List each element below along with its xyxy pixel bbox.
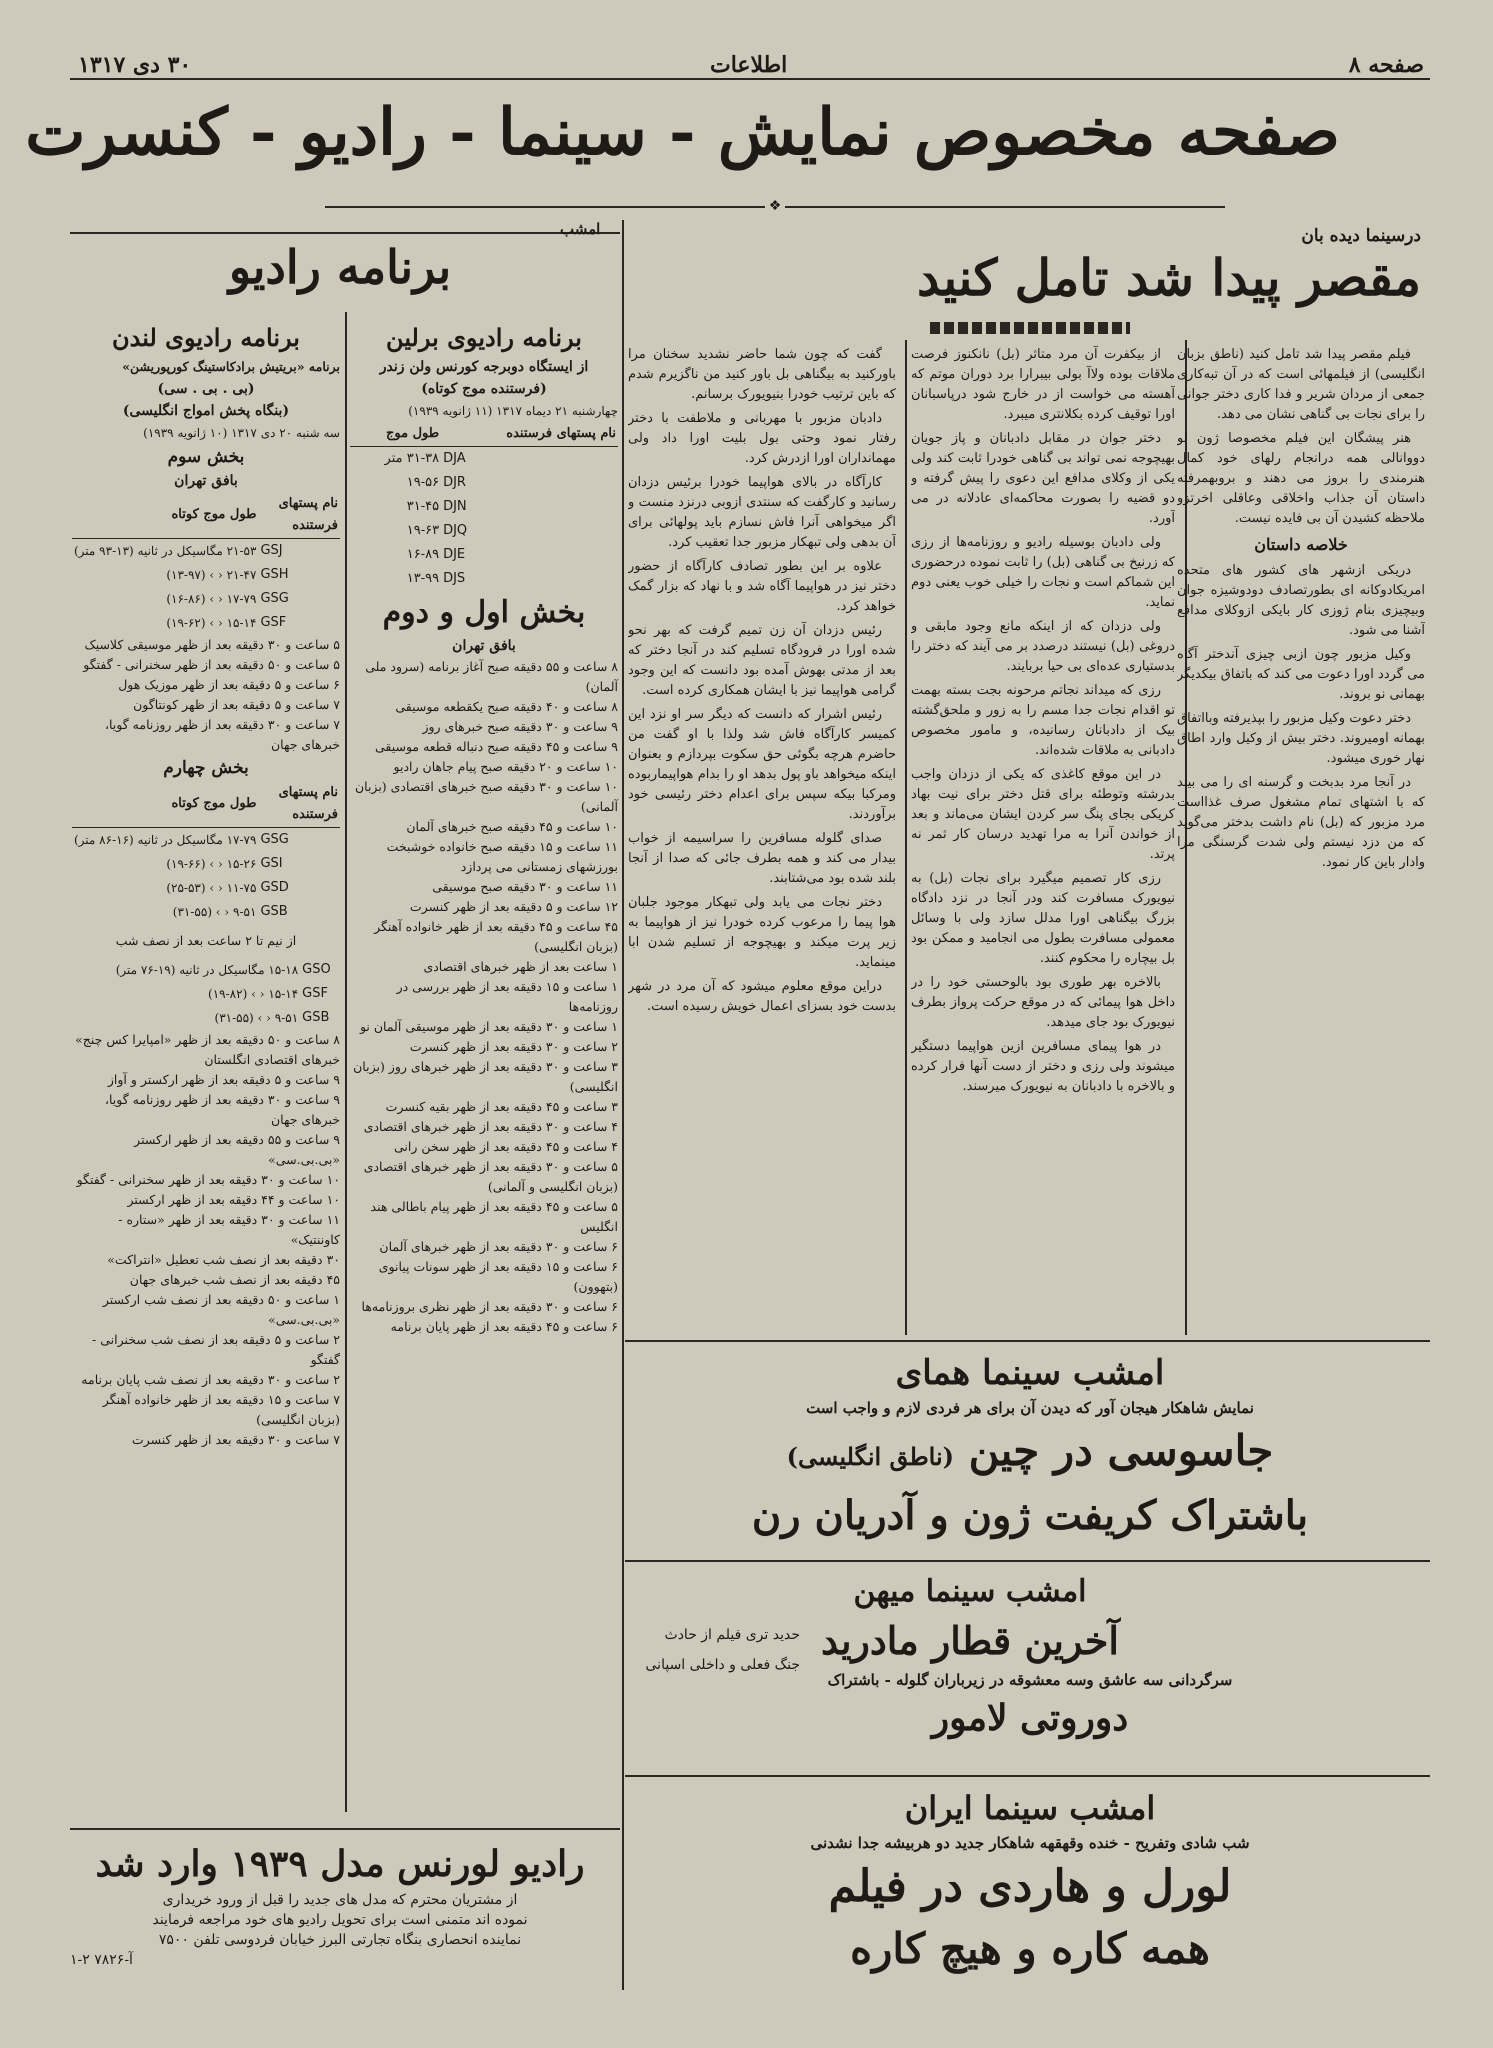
column-divider-article-2 <box>905 340 907 1335</box>
schedule-item: ۸ ساعت و ۵۵ دقیقه صبح آغاز برنامه (سرود ملی آلمان) <box>365 659 618 694</box>
table-row <box>72 958 340 982</box>
berlin-sub-2: (فرستنده موج کوتاه) <box>421 381 547 397</box>
article-paragraph: علاوه بر این بطور تصادف کارآگاه از حضور دختر نیز در هواپیما آگاه شد و با نهاد که بزار گمک خواهد کرد. <box>628 559 896 614</box>
schedule-item: ۷ ساعت و ۳۰ دقیقه بعد از ظهر کنسرت <box>131 1432 340 1447</box>
table-row <box>72 611 340 635</box>
ad-mihan-note-1: حدید تری فیلم از حادث <box>664 1627 800 1643</box>
schedule-item: ۱ ساعت و ۵۰ دقیقه بعد از نصف شب ارکستر «بی.بی.سی» <box>102 1292 340 1327</box>
schedule-item: ۵ ساعت و ۵۰ دقیقه بعد از ظهر سخنرانی - گفتگو <box>83 657 340 672</box>
ad-mihan-film: آخرین قطار مادرید <box>821 1618 1119 1663</box>
london-sub-3: (بنگاه پخش امواج انگلیسی) <box>122 403 290 419</box>
article-paragraph: کارآگاه در بالای هواپیما خودرا برئیس دزدان رسانید و کارگفت که سنتدی ازوبی درنزد منست و اگر میخواهی آنرا فاش نسازم باید پولهائی برای آن بدهی ولی تبهکار مزبور جدا تعقیب کرد. <box>628 475 896 550</box>
station-code: DJQ <box>443 523 468 538</box>
station-code: DJS <box>443 571 466 586</box>
ad-homa-cast: باشتراک کریفت ژون و آدریان رن <box>751 1492 1309 1539</box>
radio-section-title: برنامه رادیو <box>228 240 452 294</box>
table-row <box>350 519 618 543</box>
ad-cinema-mihan <box>630 1570 1430 1770</box>
article-paragraph: فیلم مقصر پیدا شد تامل کنید (ناطق بزبان انگلیسی) از فیلمهائی است که در آن تبه‌کاری جمعی از مردان شریر و فدا کاری دختر جوانی را برای نجات بی گناهی نشان می دهد. <box>1177 347 1425 422</box>
berlin-stations-table <box>350 422 618 591</box>
berlin-schedule <box>350 657 618 1337</box>
london-title: برنامه رادیوی لندن <box>112 323 300 352</box>
station-code: DJN <box>443 499 467 514</box>
ad-homa-title: امشب سینما همای <box>895 1353 1165 1393</box>
article-paragraph: دراین موقع معلوم میشود که آن مرد در شهر بدست خود بسزای اعمال خویش رسیده است. <box>628 979 896 1014</box>
wave-unit: متر <box>384 451 403 466</box>
station-wave: ۱۹-۵۶ <box>406 475 440 490</box>
station-code: GSF <box>302 986 328 1001</box>
berlin-section-title: بخش اول و دوم <box>382 595 586 630</box>
schedule-item: ۶ ساعت و ۴۵ دقیقه بعد از ظهر پایان برنامه <box>390 1319 618 1334</box>
article-kicker: درسینما دیده بان <box>1301 226 1421 246</box>
page-number: صفحه ۸ <box>1348 52 1424 78</box>
schedule-item: ۳ ساعت و ۳۰ دقیقه بعد از ظهر خبرهای روز (بزبان انگلیسی) <box>353 1059 618 1094</box>
london-stations-table-4 <box>72 781 340 924</box>
column-header-wave: طول موج کوتاه <box>72 492 258 539</box>
ad-homa-film <box>630 1420 1430 1488</box>
column-divider-main <box>622 220 624 1990</box>
schedule-item: ۷ ساعت و ۳۰ دقیقه بعد از ظهر روزنامه گویا، خبرهای جهان <box>104 717 340 752</box>
radio-top-rule <box>70 232 620 234</box>
article-paragraph: ولی دزدان که از اینکه مانع وجود مابقی و دروغی (بل) نیستند درصدد بر می آیند که دختر را بدستیاری عده‌ای بی حیا بربایند. <box>911 619 1175 674</box>
schedule-item: ۶ ساعت و ۵ دقیقه بعد از ظهر موزیک هول <box>118 677 340 692</box>
schedule-item: ۵ ساعت و ۳۰ دقیقه بعد از ظهر خبرهای اقتصادی (بزبان انگلیسی و آلمانی) <box>363 1159 618 1194</box>
table-header-row <box>350 422 618 447</box>
article-paragraph: ولی دادبان بوسیله رادیو و روزنامه‌ها از رزی که زرنیخ بی گناهی (بل) را ثابت نموده درحضوری این شماکم است و نجات را خیلی خوب یعنی دوم نماید. <box>911 535 1175 610</box>
station-wave: ۱۷-۷۹ مگاسیکل در ثانیه (۱۶-۸۶ متر) <box>74 833 257 847</box>
london-stations-table-5 <box>72 958 340 1030</box>
station-code: DJA <box>443 451 466 466</box>
station-wave: ۱۵-۲۶ ‹ › (۱۹-۶۶) <box>166 857 257 871</box>
article-paragraph: دختر نجات می یابد ولی تبهکار موجود جلبان هوا پیما را مرعوب کرده خودرا نیز از هواپیما به زیر پرت میکند و بهیچوجه از تسلیم شدن ابا مینماید. <box>628 895 896 970</box>
paper-name: اطلاعات <box>710 52 788 78</box>
schedule-item: ۱ ساعت بعد از ظهر خبرهای اقتصادی <box>423 959 618 974</box>
station-code: GSB <box>260 904 288 919</box>
schedule-item: ۶ ساعت و ۳۰ دقیقه بعد از ظهر خبرهای آلمان <box>379 1239 618 1254</box>
ad-lorenz-text-1: از مشتریان محترم که مدل های جدید را قبل از ورود خریداری <box>162 1892 518 1908</box>
berlin-date: چهارشنبه ۲۱ دیماه ۱۳۱۷ (۱۱ ژانویه ۱۹۳۹) <box>408 404 618 418</box>
article-bottom-rule <box>625 1340 1430 1342</box>
ad-lorenz-radio <box>70 1838 610 1968</box>
station-code: GSD <box>260 880 289 895</box>
ad-divider-1 <box>625 1560 1430 1562</box>
table-row <box>72 852 340 876</box>
table-row <box>350 567 618 591</box>
london-column <box>72 320 340 1820</box>
schedule-item: ۹ ساعت و ۴۵ دقیقه صبح دنباله قطعه موسیقی <box>374 739 618 754</box>
station-code: GSO <box>302 962 331 977</box>
ad-homa-film-title: جاسوسی در چین <box>968 1426 1274 1475</box>
schedule-item: ۹ ساعت و ۵۵ دقیقه بعد از ظهر ارکستر «بی.بی.سی» <box>134 1132 340 1167</box>
station-code: GSH <box>260 567 289 582</box>
schedule-item: ۳۰ دقیقه بعد از نصف شب تعطیل «انتراکت» <box>107 1252 340 1267</box>
article-paragraph: دختر دعوت وکیل مزبور را بپذیرفته وبااتفاق بهمانه اومیروند. دختر بیش از وکیل وارد اطاق نهار خوری میشود. <box>1177 711 1425 766</box>
schedule-item: ۷ ساعت و ۵ دقیقه بعد از ظهر کونتاگون <box>133 697 340 712</box>
ad-lorenz-code: آ-۷۸۲۶ ۲-۱ <box>70 1952 133 1968</box>
london-date: سه شنبه ۲۰ دی ۱۳۱۷ (۱۰ ژانویه ۱۹۳۹) <box>143 426 340 440</box>
article-paragraph: رزی که میداند نجاتم مرحونه بجت بسته بهمت تو اقدام نجات جدا مسم را به زور و ملحق‌گشته بیک از دادبانان رسانیده، و مامور مخصوص دادبانی به ملاقات شده‌اند. <box>911 683 1175 758</box>
london-sub-1: برنامه «بریتیش برادکاستینگ کورپوریشن» <box>122 359 340 374</box>
london-sub-2: (بی . بی . سی) <box>157 381 255 397</box>
table-row <box>72 982 340 1006</box>
schedule-item: ۳ ساعت و ۴۵ دقیقه بعد از ظهر بقیه کنسرت <box>385 1099 618 1114</box>
column-divider-radio <box>345 312 347 1812</box>
column-header-wave: طول موج کوتاه <box>72 781 258 828</box>
summary-heading: خلاصه داستان <box>1254 535 1348 554</box>
article-column-3 <box>628 345 896 1335</box>
radio-tonight-label: امشب <box>560 220 601 238</box>
radio-bottom-rule <box>70 1828 620 1830</box>
article-paragraph: هنر پیشگان این فیلم مخصوصا ژون لو دووانالی همه درانجام رلهای خود کمال هنرمندی را بروز می دهند و بروبهمرفته داستان آن جذاب واخلاقی وعاقلی اخرتزو ملاحظه کشیدن آن بی فایده نیست. <box>1177 431 1425 526</box>
london-schedule-3 <box>72 635 340 755</box>
table-row <box>72 1006 340 1030</box>
berlin-title: برنامه رادیوی برلین <box>386 323 582 352</box>
article-paragraph: دختر جوان در مقابل دادبانان و پاز جویان بهیچوجه نمی تواند بی گناهی خودرا ثابت کند ولی یکی از وکلای مدافع این دعوی را پیش گرفته و دو قضیه را بصورت محاکمه‌ای عادلانه در می آورد. <box>911 431 1175 526</box>
ad-homa-line: نمایش شاهکار هیجان آور که دیدن آن برای هر فردی لازم و واجب است <box>806 1399 1254 1417</box>
station-wave: ۱۵-۱۴ ‹ › (۱۹-۶۲) <box>166 616 257 630</box>
table-header-row <box>72 492 340 539</box>
article-paragraph: صدای گلوله مسافرین را سراسیمه از خواب بیدار می کند و همه بطرف جائی که صدا از آنجا بلند شده بود می‌شتابند. <box>628 831 896 886</box>
schedule-item: ۱۰ ساعت و ۲۰ دقیقه صبح پیام جاهان رادیو <box>393 759 618 774</box>
schedule-item: ۵ ساعت و ۴۵ دقیقه بعد از ظهر پیام باطالی هند انگلیس <box>370 1199 618 1234</box>
station-wave: ۱۳-۹۹ <box>406 571 440 586</box>
schedule-item: ۱۱ ساعت و ۱۵ دقیقه صبح خانواده خوشبخت بورزشهای زمستانی می پردازد <box>386 839 618 874</box>
ad-iran-line: شب شادی وتفریح - خنده وقهقهه شاهکار جدید دو هربیشه جدا نشدنی <box>810 1834 1250 1852</box>
station-wave: ۱۵-۱۸ مگاسیکل در ثانیه (۱۹-۷۶ متر) <box>115 963 299 977</box>
station-wave: ۱۱-۷۵ ‹ › (۲۵-۵۳) <box>166 881 257 895</box>
table-row <box>72 828 340 853</box>
table-row <box>350 447 618 472</box>
article-paragraph: وکیل مزبور چون ازبی چیزی آندختر آگاه می گردد اورا دعوت می کند که باتفاق بیکدیگر بهمانی نو بروند. <box>1177 647 1425 702</box>
page-header <box>70 48 1430 80</box>
ad-lorenz-title: رادیو لورنس مدل ۱۹۳۹ وارد شد <box>95 1843 585 1885</box>
ad-lorenz-text-2: نموده اند متمنی است برای تحویل رادیو های خود مراجعه فرمایند <box>152 1912 528 1928</box>
station-code: GSJ <box>260 543 283 558</box>
article-paragraph: رئیس دزدان آن زن تمیم گرفت که بهر نحو شده اورا در فرودگاه تسلیم کند در آنجا دختر که بعد از مدتی بهوش آمده بود دانست که این وجود گرامی هواپیما نیز با ایشان همکاری کرده است. <box>628 623 896 698</box>
table-row <box>72 900 340 924</box>
station-code: GSI <box>260 856 283 871</box>
column-header-station: نام پستهای فرستنده <box>441 422 618 447</box>
berlin-region: بافق تهران <box>452 638 516 654</box>
ad-mihan-notes <box>630 1620 800 1680</box>
schedule-item: ۱ ساعت و ۳۰ دقیقه بعد از ظهر موسیقی آلمان نو <box>359 1019 618 1034</box>
issue-date: ۳۰ دی ۱۳۱۷ <box>78 52 192 78</box>
ad-mihan-line: سرگردانی سه عاشق وسه معشوقه در زیرباران گلوله - باشتراک <box>827 1671 1233 1689</box>
ornament-icon: ❖ <box>765 198 785 214</box>
table-row <box>72 563 340 587</box>
article-paragraph: رئیس اشرار که دانست که دیگر سر او نزد این کمیسر کارآگاه فاش شد ولذا با او گفت من حاضرم هرچه بگوئی حق سکوت بپردازم و بعنوان اینکه میخواهد باو پول بدهد او را بدام هواپیماربوده ومرکبا بیکه سپس برای اعدام دختر رئیسی خود برآوردند. <box>628 707 896 822</box>
column-header-station: نام پستهای فرستنده <box>258 492 340 539</box>
schedule-item: ۲ ساعت و ۳۰ دقیقه بعد از نصف شب پایان برنامه <box>81 1372 340 1387</box>
ad-divider-2 <box>625 1775 1430 1777</box>
schedule-item: ۴ ساعت و ۴۵ دقیقه بعد از ظهر سخن رانی <box>394 1139 618 1154</box>
schedule-item: ۱۱ ساعت و ۳۰ دقیقه صبح موسیقی <box>432 879 618 894</box>
article-paragraph: بالاخره بهر طوری بود بالوحستی خود را در داخل هوا پیمائی که در موقع حرکت پرواز بطرف نیویورک بود جای میدهد. <box>911 975 1175 1030</box>
headline-underline <box>930 322 1130 334</box>
schedule-item: ۴۵ ساعت و ۴۵ دقیقه بعد از ظهر خانواده آهنگر (بزبان انگلیسی) <box>374 919 618 954</box>
station-wave: ۱۹-۶۳ <box>406 523 440 538</box>
schedule-item: ۱۰ ساعت و ۴۴ دقیقه بعد از ظهر ارکستر <box>127 1192 340 1207</box>
station-code: GSG <box>260 832 289 847</box>
section-banner: صفحه مخصوص نمایش - سینما - رادیو - کنسرت <box>25 95 1340 170</box>
station-code: DJR <box>443 475 466 490</box>
article-paragraph: در آنجا مرد بدبخت و گرسنه ای را می بیند که با اشتهای تمام مشغول صرف غذااست مرد مزبور که (بل) نام داشت بدختر می‌گوید که من دزد نیستم ولی شدت گرسنگی مرا وادار باین کار نمود. <box>1177 775 1425 870</box>
schedule-item: ۸ ساعت و ۴۰ دقیقه صبح یکقطعه موسیقی <box>395 699 618 714</box>
table-header-row <box>72 781 340 828</box>
schedule-item: ۹ ساعت و ۳۰ دقیقه صبح خبرهای روز <box>422 719 618 734</box>
ad-cinema-homa <box>630 1350 1430 1555</box>
station-wave <box>350 447 441 472</box>
article-column-2 <box>911 345 1175 1335</box>
schedule-item: ۶ ساعت و ۱۵ دقیقه بعد از ظهر سونات پیانوی (بتهوون) <box>378 1259 618 1294</box>
ad-lorenz-text-3: نماینده انحصاری بنگاه تجارتی البرز خیابان فردوسی تلفن ۷۵۰۰ <box>158 1932 522 1948</box>
station-code: DJE <box>443 547 466 562</box>
article-paragraph: دادبان مزبور با مهربانی و ملاطفت با دختر رفتار نمود وحتی بول بلیت اورا داد ولی مهمانداران اورا ازدرش کرد. <box>628 411 896 466</box>
schedule-item: ۴۵ دقیقه بعد از نصف شب خبرهای جهان <box>129 1272 340 1287</box>
article-column-1 <box>1177 345 1425 1335</box>
station-code: GSB <box>302 1010 330 1025</box>
station-code: GSF <box>260 615 287 630</box>
station-wave: ۳۱-۴۵ <box>406 499 440 514</box>
ad-cinema-iran <box>630 1785 1430 1995</box>
schedule-item: ۲ ساعت و ۳۰ دقیقه بعد از ظهر کنسرت <box>409 1039 618 1054</box>
table-row <box>350 495 618 519</box>
column-header-wave: طول موج <box>350 422 441 447</box>
article-paragraph: در این موقع کاغذی که یکی از دزدان واجب بدرشته وتوطئه برای قتل دختر برای نیت بهاد کریکی بجای پنگ سر کردن ایشان می‌ماند و بعد از خواندن آنرا به مرا تهدید درسان کار ثمر نه پرتد. <box>911 767 1175 862</box>
table-row <box>72 587 340 611</box>
article-headline: مقصر پیدا شد تامل کنید <box>917 248 1421 307</box>
table-row <box>350 543 618 567</box>
ornament-rule <box>325 200 1225 214</box>
schedule-item: ۱۰ ساعت و ۳۰ دقیقه بعد از ظهر سخنرانی - گفتگو <box>76 1172 340 1187</box>
schedule-item: ۱۰ ساعت و ۳۰ دقیقه صبح خبرهای اقتصادی (بزبان آلمانی) <box>354 779 618 814</box>
ad-iran-title: امشب سینما ایران <box>904 1789 1156 1827</box>
schedule-item: ۹ ساعت و ۵ دقیقه بعد از ظهر ارکستر و آواز <box>107 1072 340 1087</box>
schedule-item: ۶ ساعت و ۳۰ دقیقه بعد از ظهر نظری بروزنامه‌ها <box>361 1299 618 1314</box>
london-section-3: بخش سوم <box>167 447 245 467</box>
column-header-station: نام پستهای فرستنده <box>258 781 340 828</box>
table-row <box>72 539 340 564</box>
table-row <box>72 876 340 900</box>
schedule-item: ۵ ساعت و ۳۰ دقیقه بعد از ظهر موسیقی کلاسیک <box>84 637 340 652</box>
ad-iran-film: لورل و هاردی در فیلم <box>828 1861 1232 1912</box>
schedule-item: ۱۱ ساعت و ۳۰ دقیقه بعد از ظهر «ستاره - کاوننتیک» <box>118 1212 340 1247</box>
article-paragraph: دریکی ازشهر های کشور های متحده امریکادوکانه ای بطورتصادف دودوشیزه جوان وبیچیزی بنام ژوزی کار بایکی ازوکلای مدافع آشنا می شود. <box>1177 563 1425 638</box>
article-paragraph: رزی کار تصمیم میگیرد برای نجات (بل) به نیویورک مسافرت کند ودر آنجا در نزد دادگاه بزرگ بیگناهی اورا مدلل سازد ولی با وسائل معمولی مسافرت بطول می انجامید و ممکن بود بل بیچاره را محکوم کنند. <box>911 871 1175 966</box>
london-region: بافق تهران <box>174 473 238 489</box>
schedule-item: ۱ ساعت و ۱۵ دقیقه بعد از ظهر بررسی در روزنامه‌ها <box>396 979 618 1014</box>
london-note: از نیم تا ۲ ساعت بعد از نصف شب <box>115 933 297 948</box>
ad-mihan-title: امشب سینما میهن <box>853 1574 1087 1609</box>
station-wave: ۹-۵۱ ‹ › (۳۱-۵۵) <box>172 905 257 919</box>
schedule-item: ۹ ساعت و ۳۰ دقیقه بعد از ظهر روزنامه گویا، خبرهای جهان <box>104 1092 340 1127</box>
ad-iran-film-2: همه کاره و هیچ کاره <box>850 1924 1210 1973</box>
london-schedule-4 <box>72 1030 340 1450</box>
schedule-item: ۱۰ ساعت و ۴۵ دقیقه صبح خبرهای آلمان <box>406 819 618 834</box>
station-wave: ۲۱-۴۷ ‹ › (۱۳-۹۷) <box>166 568 257 582</box>
station-wave: ۹-۵۱ ‹ › (۳۱-۵۵) <box>214 1011 299 1025</box>
schedule-item: ۱۲ ساعت و ۵ دقیقه بعد از ظهر کنسرت <box>409 899 618 914</box>
station-wave: ۱۶-۸۹ <box>406 547 440 562</box>
berlin-column <box>350 320 618 1820</box>
station-code: GSG <box>260 591 289 606</box>
article-paragraph: در هوا پیمای مسافرین ازین هواپیما دستگیر میشوند ولی رزی و دختر از دست آنها فرار کرده و بالاخره با دادبانان به نیویورک میرسند. <box>911 1039 1175 1094</box>
station-wave: ۱۵-۱۴ ‹ › (۱۹-۸۲) <box>208 987 299 1001</box>
station-wave: ۲۱-۵۳ مگاسیکل در ثانیه (۱۳-۹۳ متر) <box>74 544 257 558</box>
berlin-sub-1: از ایستگاه دوبرجه کورنس ولن زندر <box>379 359 589 375</box>
table-row <box>350 471 618 495</box>
article-paragraph: گفت که چون شما حاضر نشدید سخنان مرا باورکنید به بیگناهی بل باور کنید من ناگزیرم شدم که باین ترتیب خودرا بنیویورک برسانم. <box>628 347 896 402</box>
schedule-item: ۲ ساعت و ۵ دقیقه بعد از نصف شب سخنرانی - گفتگو <box>92 1332 340 1367</box>
ad-mihan-star: دوروتی لامور <box>931 1697 1129 1739</box>
schedule-item: ۸ ساعت و ۵۰ دقیقه بعد از ظهر «امپایرا کس چنج» خبرهای اقتصادی انگلستان <box>75 1032 340 1067</box>
london-stations-table-3 <box>72 492 340 635</box>
london-section-4: بخش چهارم <box>163 758 249 778</box>
article-paragraph: از بیکفرت آن مرد متاثر (بل) نانکنوز فرصت ملاقات بوده ولاآ بولی بیبرارا برد دوران موتم که آهسته می خواست از در خارج شود درپاسبانان اورا توقیف کرده بکلانتری میبرد. <box>911 347 1175 422</box>
wave-value: ۳۱-۳۸ <box>406 451 440 466</box>
station-wave: ۱۷-۷۹ ‹ › (۱۶-۸۶) <box>166 592 257 606</box>
ad-mihan-note-2: جنگ فعلی و داخلی اسپانی <box>645 1657 800 1673</box>
schedule-item: ۷ ساعت و ۱۵ دقیقه بعد از ظهر خانواده آهنگر (بزبان انگلیسی) <box>102 1392 340 1427</box>
schedule-item: ۴ ساعت و ۳۰ دقیقه بعد از ظهر خبرهای اقتصادی <box>363 1119 618 1134</box>
ad-homa-lang: (ناطق انگلیسی) <box>786 1442 955 1471</box>
